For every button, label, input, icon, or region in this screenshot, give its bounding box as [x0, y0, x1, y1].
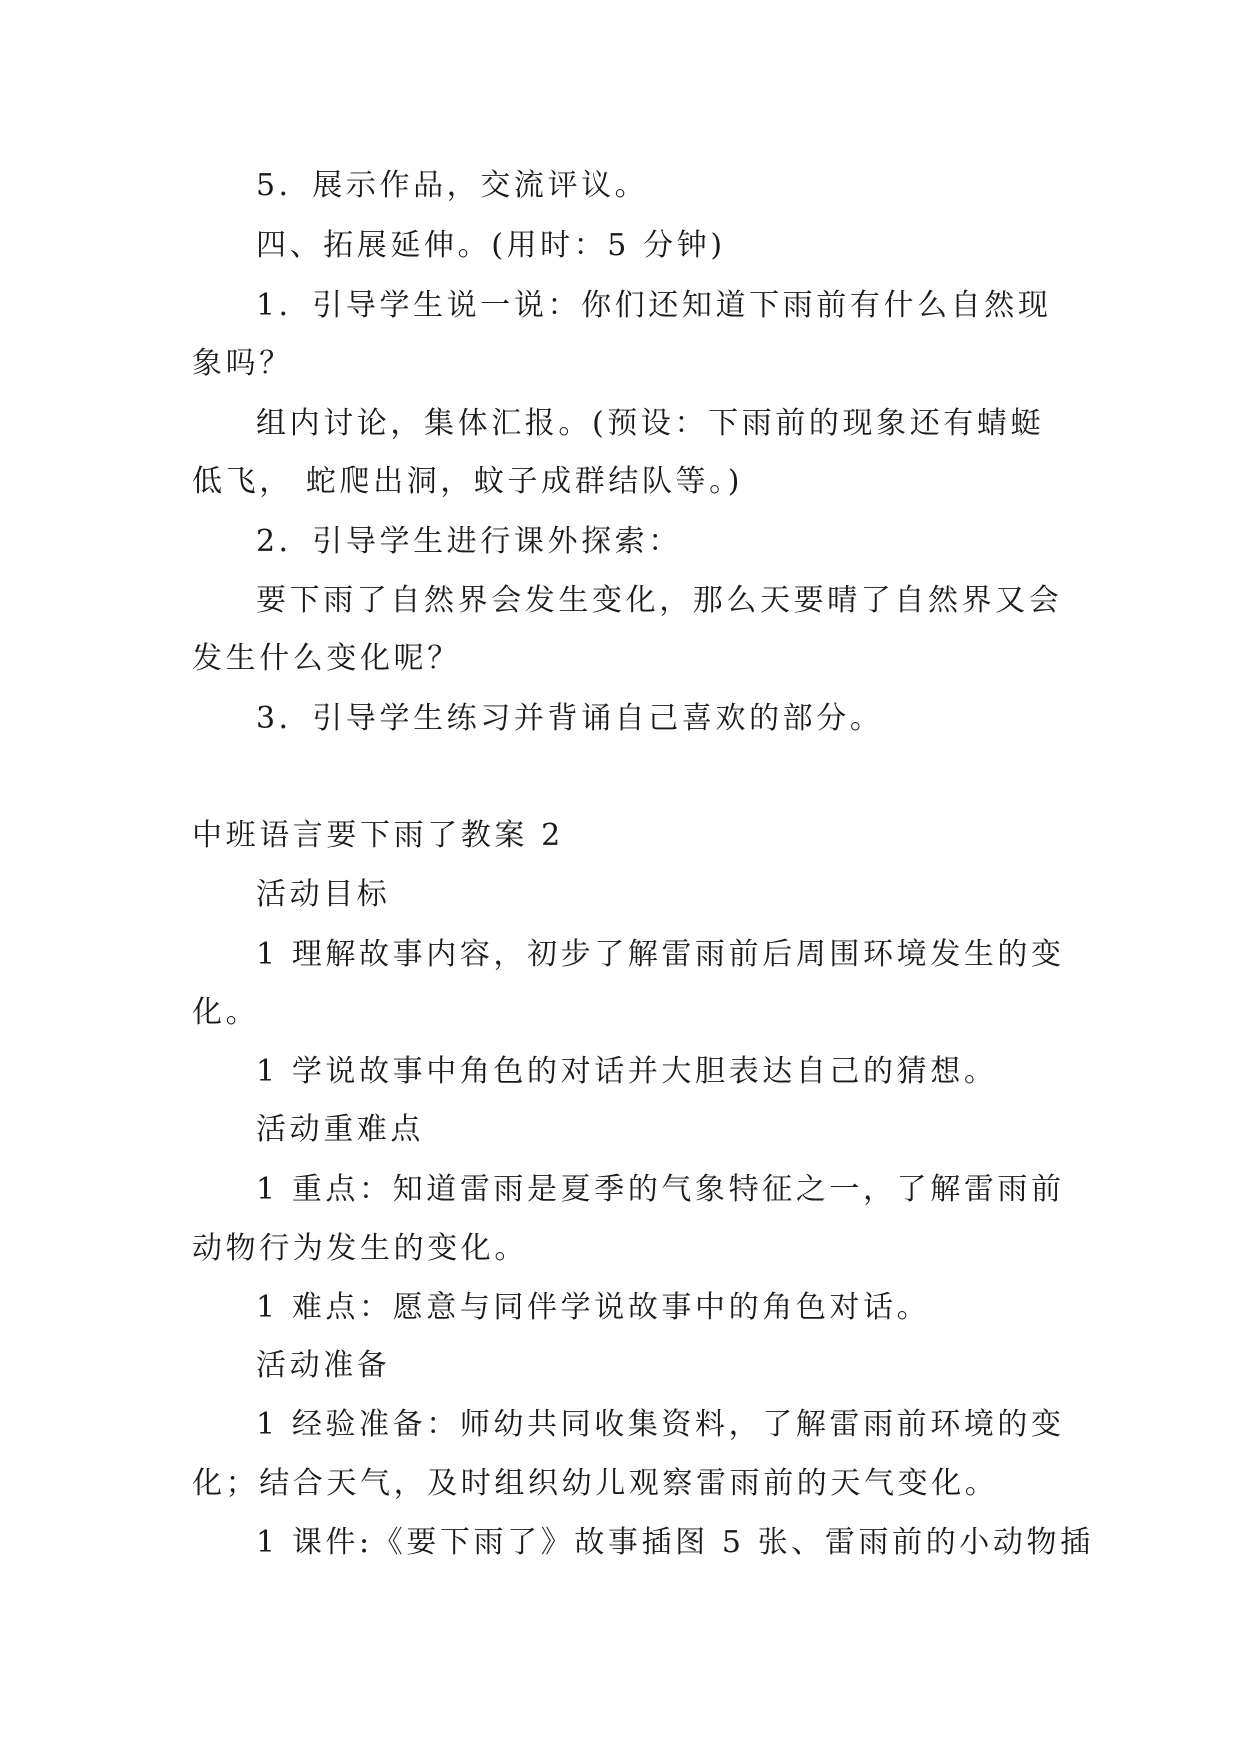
- section-heading: 活动准备: [256, 1348, 391, 1383]
- paragraph-line: 2．引导学生进行课外探索：: [256, 524, 682, 559]
- paragraph-line: 动物行为发生的变化。: [192, 1231, 528, 1266]
- section-heading: 四、拓展延伸。(用时：5 分钟): [256, 228, 726, 263]
- paragraph-line: 1 经验准备：师幼共同收集资料，了解雷雨前环境的变: [256, 1407, 1065, 1442]
- section-heading: 活动目标: [256, 877, 391, 912]
- paragraph-line: 低飞， 蛇爬出洞，蚊子成群结队等。): [192, 464, 744, 499]
- document-title: 中班语言要下雨了教案 2: [192, 818, 564, 853]
- paragraph-line: 要下雨了自然界会发生变化，那么天要晴了自然界又会: [256, 583, 1063, 618]
- section-heading: 活动重难点: [256, 1112, 424, 1147]
- paragraph-line: 发生什么变化呢？: [192, 641, 461, 676]
- paragraph-line: 1 课件:《要下雨了》故事插图 5 张、雷雨前的小动物插: [256, 1525, 1094, 1560]
- paragraph-line: 1 难点：愿意与同伴学说故事中的角色对话。: [256, 1290, 931, 1325]
- paragraph-line: 5．展示作品，交流评议。: [256, 168, 649, 203]
- paragraph-line: 3．引导学生练习并背诵自己喜欢的部分。: [256, 701, 884, 736]
- paragraph-line: 1．引导学生说一说：你们还知道下雨前有什么自然现: [256, 288, 1052, 323]
- paragraph-line: 组内讨论，集体汇报。(预设：下雨前的现象还有蜻蜓: [256, 406, 1045, 441]
- paragraph-line: 1 重点：知道雷雨是夏季的气象特征之一，了解雷雨前: [256, 1172, 1065, 1207]
- paragraph-line: 化。: [192, 995, 260, 1030]
- paragraph-line: 1 学说故事中角色的对话并大胆表达自己的猜想。: [256, 1054, 998, 1089]
- paragraph-line: 象吗？: [192, 346, 293, 381]
- paragraph-line: 化；结合天气，及时组织幼儿观察雷雨前的天气变化。: [192, 1466, 999, 1501]
- paragraph-line: 1 理解故事内容，初步了解雷雨前后周围环境发生的变: [256, 937, 1065, 972]
